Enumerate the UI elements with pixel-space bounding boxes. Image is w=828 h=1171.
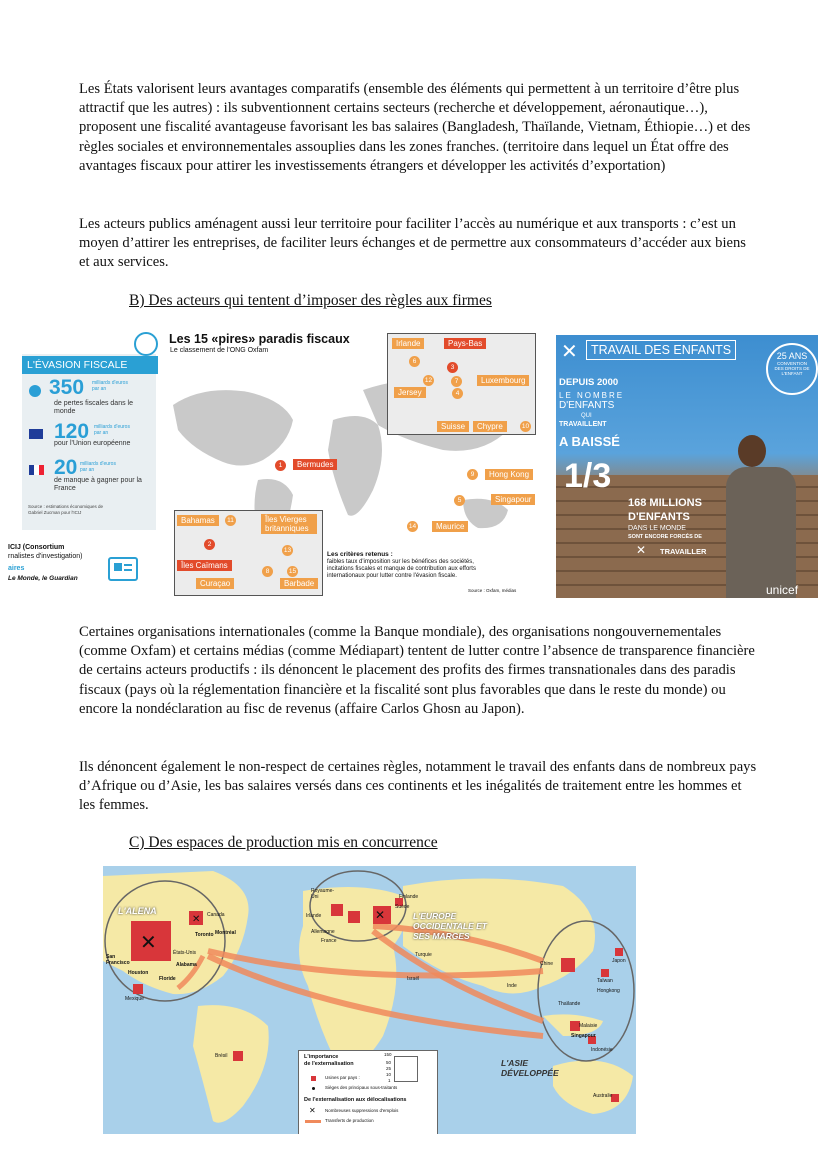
legend-title-1: L'importance (304, 1054, 339, 1060)
place-mexique: Mexique (125, 996, 144, 1002)
place-floride: Floride (159, 976, 176, 982)
rank-5: 5 (454, 495, 465, 506)
place-australie: Australie (593, 1093, 613, 1099)
label-bermudes: Bermudes (293, 459, 337, 470)
heading-b: B) Des acteurs qui tentent d’imposer des règles aux firmes (129, 292, 492, 309)
zone-alena: L'ALENA (118, 906, 157, 916)
anniv-25-ans: 25 ANS (776, 351, 808, 361)
svg-text:✕: ✕ (375, 908, 386, 922)
paragraph-amenagement: Les acteurs publics aménagent aussi leur territoire pour faciliter l’accès au numérique et aux transports : c’est un moyen d’attirer les entreprises, de faciliter leurs échanges et de permettre aux consommateurs d’accéder aux biens et aux services. (79, 216, 746, 271)
rank-2: 2 (204, 539, 215, 550)
travaillent: TRAVAILLENT (559, 421, 607, 428)
media-text-2: Le Monde, le Guardian (8, 575, 78, 582)
travailler: TRAVAILLER (660, 547, 707, 556)
place-japon: Japon (612, 958, 626, 964)
legend-scale-50: 50 (386, 1060, 392, 1065)
place-turquie: Turquie (415, 952, 432, 958)
travail-enfants-infographic (556, 335, 818, 598)
rank-3: 3 (447, 362, 458, 373)
eu-flag-icon (29, 429, 43, 439)
label-suisse: Suisse (437, 421, 469, 432)
place-canada: Canada (207, 912, 225, 918)
d-enfants: D'ENFANTS (559, 400, 615, 411)
place-israel: Israël (407, 976, 420, 982)
forces-de: SONT ENCORE FORCÉS DE (628, 534, 702, 540)
zone-europe: L'EUROPE OCCIDENTALE ET SES MARGES (413, 911, 487, 941)
svg-text:✕: ✕ (192, 914, 201, 925)
building-icon (134, 332, 158, 356)
france-flag-icon (29, 465, 44, 475)
legend-cross-icon: ✕ (309, 1106, 316, 1115)
place-etats-unis: États-Unis (173, 950, 197, 956)
evasion-n1-unit: milliards d'euros par an (92, 380, 128, 392)
label-iles-caimans: Îles Caïmans (177, 560, 232, 571)
paradis-subtitle: Le classement de l'ONG Oxfam (170, 347, 269, 354)
a-baisse: A BAISSÉ (559, 434, 620, 449)
legend-transferts: Transferts de production (325, 1118, 374, 1123)
paradis-fiscaux-map (163, 330, 541, 598)
legend-usines: Usines par pays : (325, 1075, 360, 1080)
legend-suppressions: Nombreuses suppressions d'emplois (325, 1108, 399, 1113)
legend-scale-25: 25 (386, 1066, 392, 1071)
d-enfants-2: D'ENFANTS (628, 511, 690, 523)
place-allemagne: Allemagne (311, 929, 335, 935)
place-chine: Chine (540, 961, 554, 967)
svg-text:✕: ✕ (140, 932, 157, 954)
hammer-icon: ✕ (636, 543, 647, 557)
rank-15: 15 (288, 568, 297, 575)
icij-text: ICIJ (Consortium (8, 544, 65, 551)
evasion-n3-desc: de manque à gagner pour la France (54, 477, 142, 492)
le-nombre: LE NOMBRE (559, 391, 625, 400)
label-singapour: Singapour (491, 494, 535, 505)
place-irlande: Irlande (306, 913, 322, 919)
evasion-source: Source : estimations économiques de Gabriel Zucman pour l'ICIJ (28, 504, 104, 515)
evasion-title: L'ÉVASION FISCALE (22, 356, 158, 374)
rank-8: 8 (262, 566, 273, 577)
rank-12: 12 (424, 377, 433, 384)
icij-text-2: rnalistes d'investigation) (8, 553, 83, 560)
depuis-2000: DEPUIS 2000 (559, 377, 619, 388)
label-barbade: Barbade (280, 578, 318, 589)
rank-4: 4 (452, 388, 463, 399)
label-hong-kong: Hong Kong (485, 469, 533, 480)
place-royaume-uni: Royaume-Uni (311, 888, 335, 900)
place-thailande: Thaïlande (558, 1001, 581, 1007)
evasion-n1: 350 (49, 376, 85, 399)
place-san-francisco: San Francisco (106, 954, 130, 966)
label-luxembourg: Luxembourg (477, 375, 529, 386)
child-figure (726, 435, 816, 598)
place-bresil: Brésil (215, 1053, 228, 1059)
rank-7: 7 (451, 376, 462, 387)
place-inde: Inde (507, 983, 517, 989)
rank-13: 13 (283, 547, 292, 554)
label-maurice: Maurice (432, 521, 468, 532)
criteria-text: faibles taux d'imposition sur les bénéfices des sociétés, incitations fiscales et manque de contribution aux efforts internationaux pour lutter contre l'évasion fiscale. (327, 559, 476, 579)
map-legend (298, 1050, 438, 1134)
place-singapour: Singapour (571, 1033, 596, 1039)
place-finlande: Finlande (399, 894, 419, 900)
rank-9: 9 (467, 469, 478, 480)
newspaper-icon (108, 557, 138, 581)
legend-deloc: De l'externalisation aux délocalisations (304, 1097, 407, 1103)
zone-asie: L'ASIE DÉVELOPPÉE (501, 1058, 559, 1078)
label-iles-vierges: Îles Vierges britanniques (261, 514, 317, 534)
legend-scale-boxes (394, 1056, 418, 1082)
evasion-n2: 120 (54, 420, 90, 443)
place-houston: Houston (128, 970, 149, 976)
media-text: aires (8, 565, 25, 572)
place-suede: Suède (395, 904, 410, 910)
legend-arrow-icon (305, 1120, 321, 1123)
tools-icon: ✕ (561, 339, 578, 363)
evasion-n3: 20 (54, 456, 78, 479)
rank-14: 14 (408, 523, 417, 530)
paradis-source: Source : Oxfam, médias (468, 588, 517, 593)
legend-scale-150: 150 (384, 1052, 392, 1057)
place-taiwan: Taïwan (597, 978, 613, 984)
unicef-logo: unicef (766, 583, 799, 597)
heading-c: C) Des espaces de production mis en concurrence (129, 834, 438, 851)
evasion-n3-unit: milliards d'euros par an (80, 461, 116, 473)
label-chypre: Chypre (473, 421, 507, 432)
paragraph-avantages: Les États valorisent leurs avantages comparatifs (ensemble des éléments qui permettent à un territoire d’être plus attractif que les autres) : ils subventionnent certains secteurs (recherche et développement, aéronautique…), proposent une fiscalité avantageuse favorisant les bas salaires (Bangladesh, Thaïlande, Vietnam, Éthiopie…) et des règles sociales et environnementales assouplies dans les zones franches. (territoire dans lequel un État offre des avantages fiscaux pour attirer les investissements étrangers et développer les activités d’exportation) (79, 81, 751, 174)
paragraph-organisations: Certaines organisations internationales (comme la Banque mondiale), des organisations nongouvernementales (comme Oxfam) et certains médias (comme Médiapart) tentent de lutter contre l’absence de transparence financière de certains acteurs productifs : ils dénoncent le placement des profits des firmes transnationales dans des paradis fiscaux (pays où la réglementation financière et la fiscalité sont plus favorables que dans le reste du monde) ou encore la nondéclaration au fisc de revenus (affaire Carlos Ghosn au Japon). (79, 624, 755, 717)
place-indonesie: Indonésie (591, 1047, 613, 1053)
legend-sieges: Sièges des principaux sous-traitants (325, 1085, 398, 1090)
place-france: France (321, 938, 337, 944)
label-jersey: Jersey (394, 387, 426, 398)
evasion-fiscale-infographic (8, 330, 158, 598)
concurrence-map (103, 866, 636, 1134)
label-irlande: Irlande (392, 338, 424, 349)
place-toronto: Toronto (195, 932, 214, 938)
place-montreal: Montréal (215, 930, 236, 936)
globe-icon (29, 385, 41, 397)
criteria-title: Les critères retenus : (327, 551, 393, 558)
legend-siege-dot (312, 1087, 315, 1090)
place-hongkong: Hongkong (597, 988, 620, 994)
anniversary-badge (766, 343, 818, 395)
legend-usine-square (311, 1076, 316, 1081)
fraction-1-3: 1/3 (564, 457, 612, 495)
place-alabama: Alabama (176, 962, 197, 968)
168-millions: 168 MILLIONS (628, 497, 702, 509)
rank-11: 11 (225, 515, 236, 526)
qui: QUI (581, 413, 592, 419)
rank-10: 10 (521, 423, 530, 430)
paradis-title: Les 15 «pires» paradis fiscaux (169, 332, 350, 346)
legend-scale-10: 10 (386, 1072, 392, 1077)
rank-1: 1 (275, 460, 286, 471)
dans-le-monde: DANS LE MONDE (628, 525, 686, 532)
evasion-n2-unit: milliards d'euros par an (94, 424, 130, 436)
rank-6: 6 (409, 356, 420, 367)
legend-title-2: de l'externalisation (304, 1061, 354, 1067)
evasion-n2-desc: pour l'Union européenne (54, 440, 131, 447)
label-bahamas: Bahamas (177, 515, 219, 526)
label-curacao: Curaçao (196, 578, 234, 589)
label-pays-bas: Pays-Bas (444, 338, 486, 349)
paragraph-non-respect: Ils dénoncent également le non-respect de certaines règles, notamment le travail des enfants dans de nombreux pays d’Afrique ou d’Asie, les bas salaires versés dans ces continents et les inégalités de traitement entre les hommes et les femmes. (79, 759, 757, 814)
place-malaisie: Malaisie (579, 1023, 598, 1029)
evasion-n1-desc: de pertes fiscales dans le monde (54, 400, 133, 415)
legend-scale-1: 1 (388, 1078, 391, 1083)
enfants-title: TRAVAIL DES ENFANTS (586, 340, 736, 360)
anniv-convention: CONVENTION DES DROITS DE L'ENFANT (774, 361, 810, 376)
